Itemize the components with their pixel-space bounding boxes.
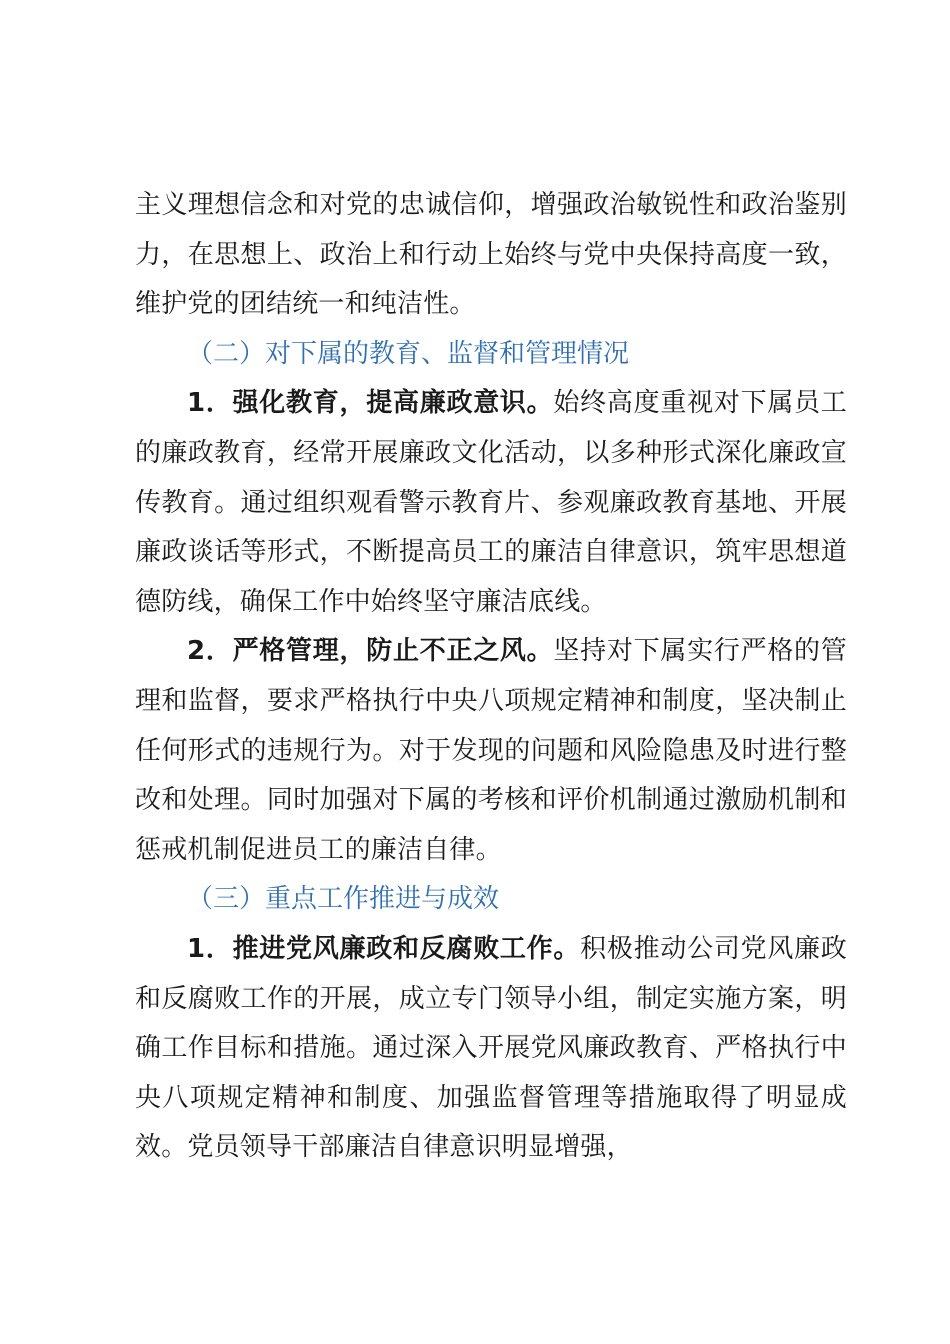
section-2-item-1 — [135, 379, 847, 627]
section-heading-3: （三）重点工作推进与成效 — [187, 884, 500, 915]
item-lead: 1．推进党风廉政和反腐败工作。 — [187, 933, 581, 964]
item-text: 积极推动公司党风廉政和反腐败工作的开展，成立专门领导小组，制定实施方案，明确工作目标和措施。通过深入开展党风廉政教育、严格执行中央八项规定精神和制度、加强监督管理等措施取得了明显成效。党员领导干部廉洁自律意识明显增强， — [135, 933, 847, 1163]
item-lead: 2．严格管理，防止不正之风。 — [187, 636, 554, 667]
document-body — [135, 181, 847, 1173]
item-text: 坚持对下属实行严格的管理和监督，要求严格执行中央八项规定精神和制度，坚决制止任何形式的违规行为。对于发现的问题和风险隐患及时进行整改和处理。同时加强对下属的考核和评价机制通过激励机制和惩戒机制促进员工的廉洁自律。 — [135, 636, 847, 865]
item-lead: 1．强化教育，提高廉政意识。 — [187, 388, 554, 419]
section-2-item-2 — [135, 627, 847, 875]
continuation-paragraph: 主义理想信念和对党的忠诚信仰，增强政治敏锐性和政治鉴别力，在思想上、政治上和行动上始终与党中央保持高度一致，维护党的团结统一和纯洁性。 — [135, 190, 847, 320]
section-heading-2: （二）对下属的教育、监督和管理情况 — [187, 338, 630, 369]
section-3-item-1 — [135, 925, 847, 1173]
item-text: 始终高度重视对下属员工的廉政教育，经常开展廉政文化活动，以多种形式深化廉政宣传教育。通过组织观看警示教育片、参观廉政教育基地、开展廉政谈话等形式，不断提高员工的廉洁自律意识，筑牢思想道德防线，确保工作中始终坚守廉洁底线。 — [135, 388, 847, 617]
